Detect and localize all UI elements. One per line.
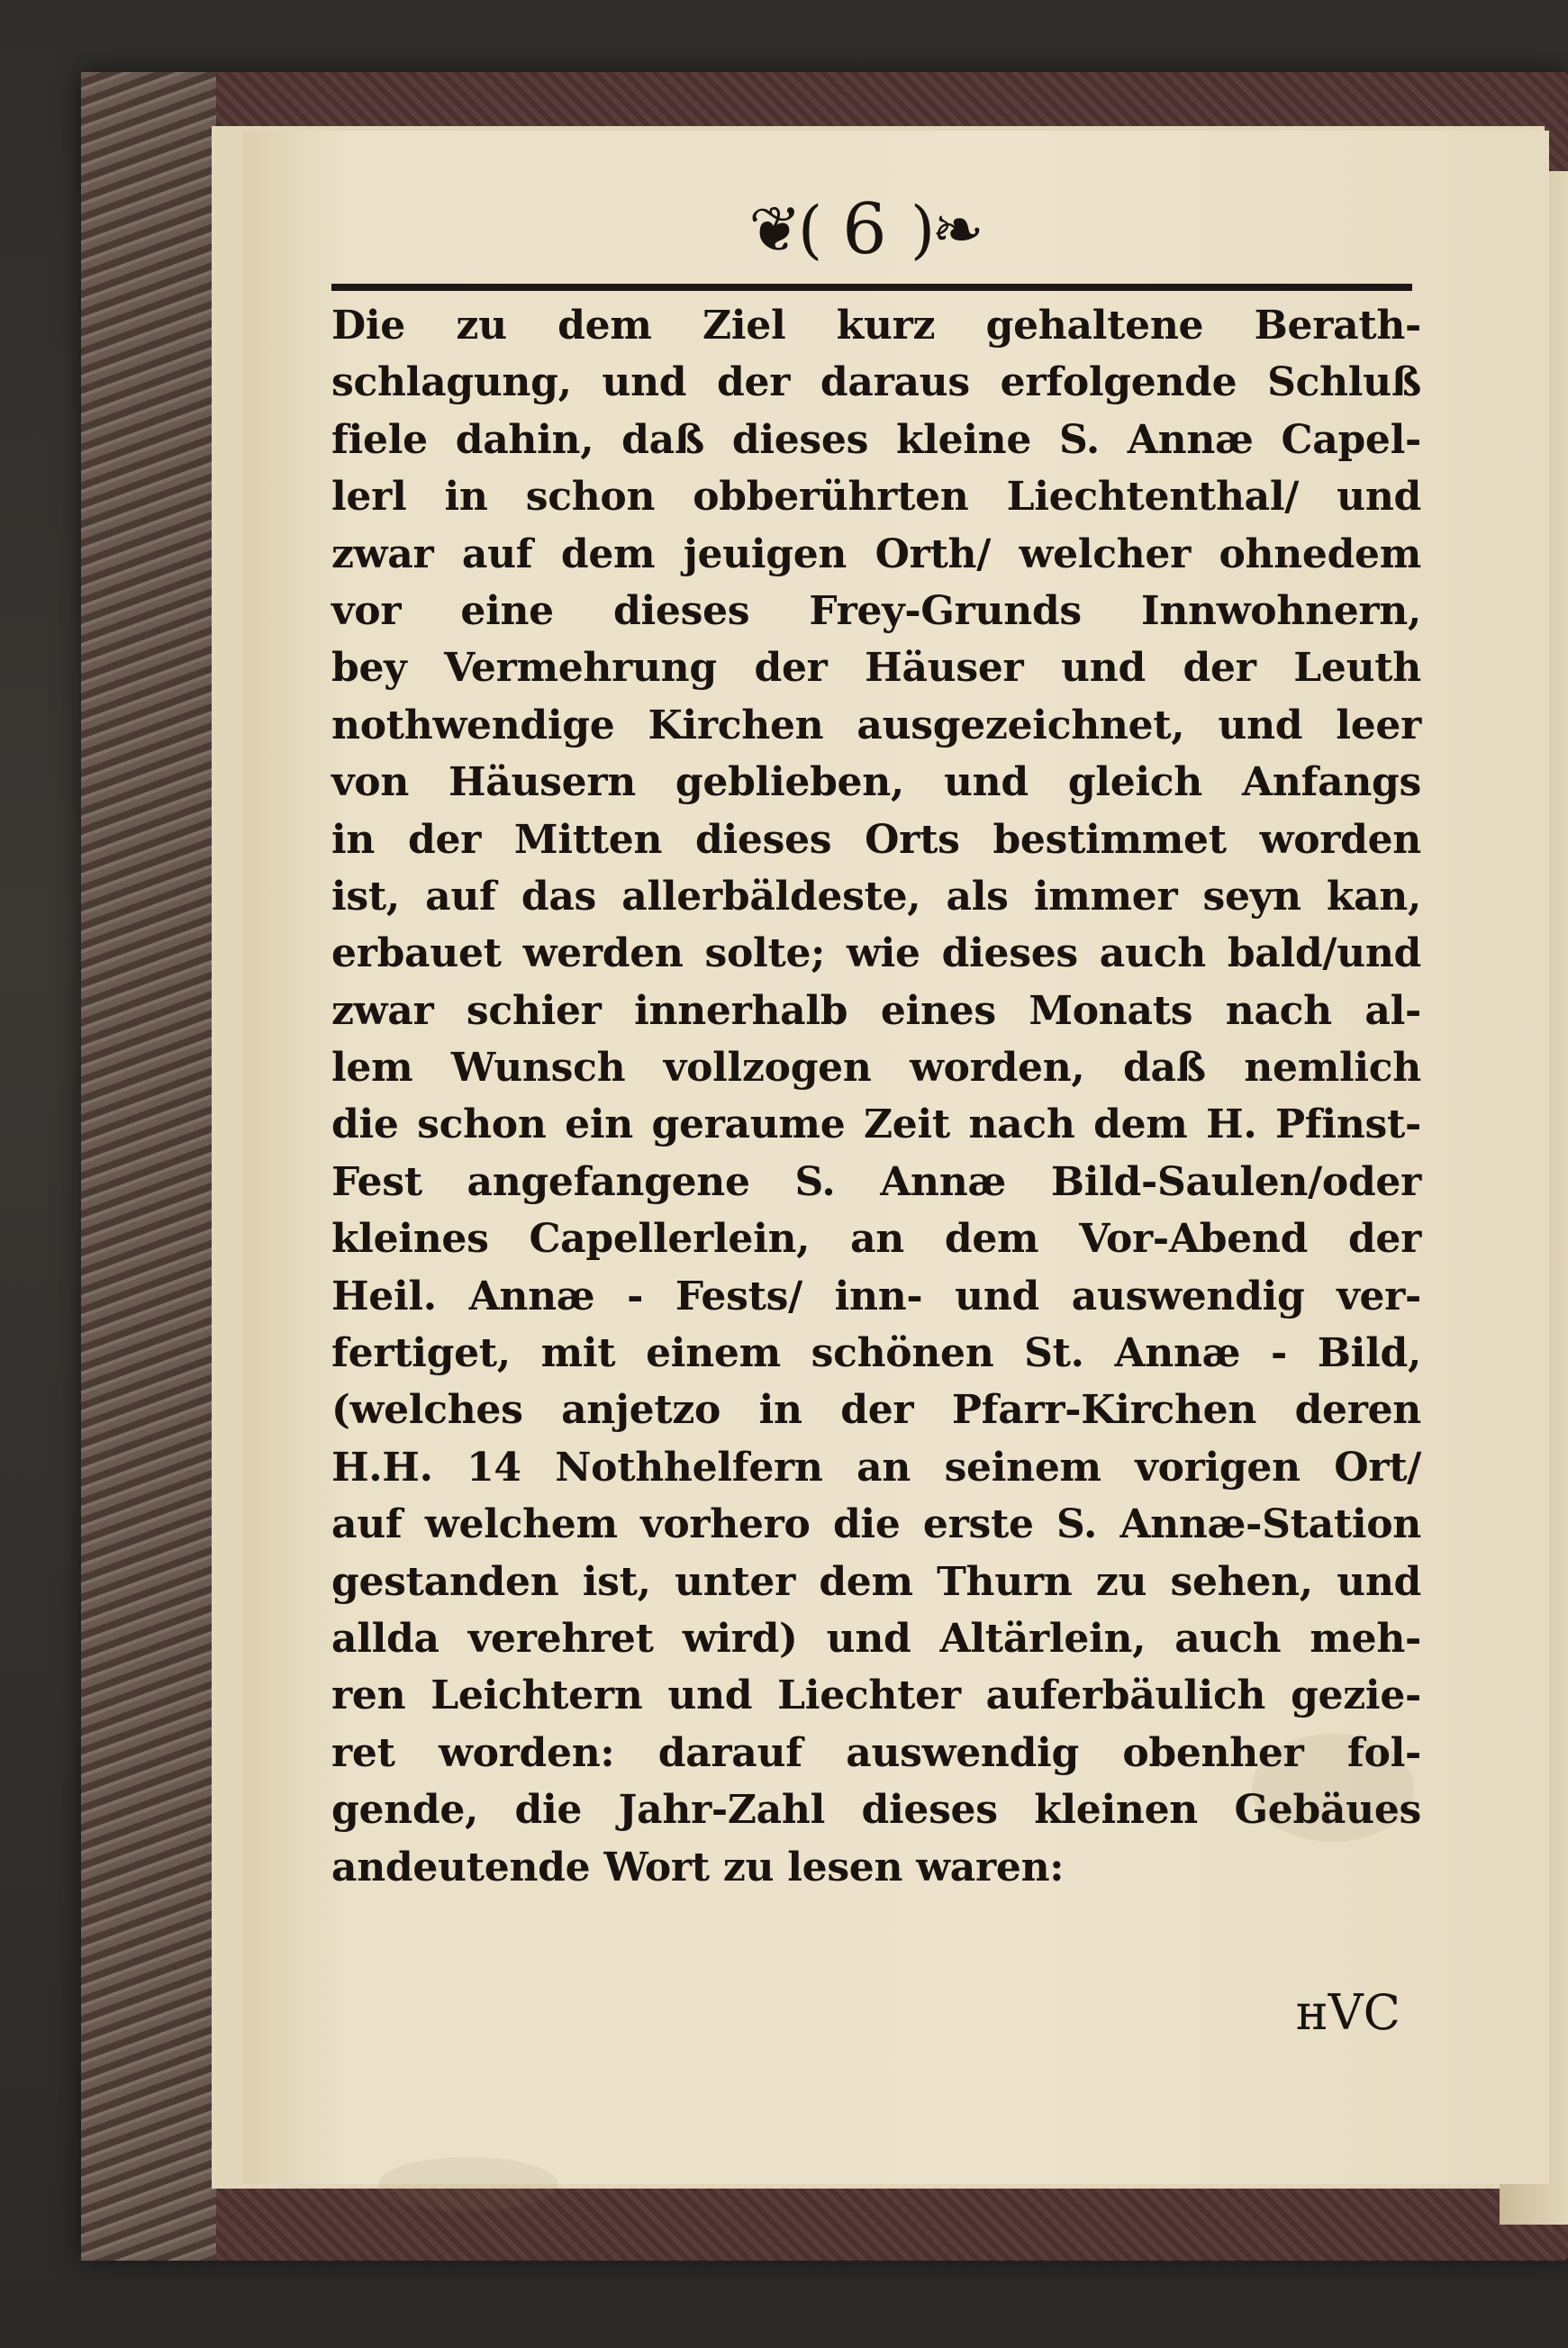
text-line: allda verehret wird) und Altärlein, auch meh- <box>331 1615 1421 1662</box>
text-line: vor eine dieses Frey-Grunds Innwohnern, <box>331 587 1421 634</box>
paper-stain <box>378 2157 558 2211</box>
text-line: fiele dahin, daß dieses kleine S. Annæ Capel- <box>331 416 1421 463</box>
text-line: gestanden ist, unter dem Thurn zu sehen, und <box>331 1558 1421 1605</box>
header-rule <box>331 284 1412 291</box>
text-line: erbauet werden solte; wie dieses auch bald/und <box>331 930 1421 977</box>
text-line: von Häusern geblieben, und gleich Anfangs <box>331 759 1421 806</box>
text-line: andeutende Wort zu lesen waren: <box>331 1844 1065 1890</box>
text-line: (welches anjetzo in der Pfarr-Kirchen deren <box>331 1387 1421 1434</box>
text-line: lem Wunsch vollzogen worden, daß nemlich <box>331 1045 1421 1092</box>
text-line: kleines Capellerlein, an dem Vor-Abend der <box>331 1216 1421 1263</box>
text-line: Fest angefangene S. Annæ Bild-Saulen/oder <box>331 1158 1421 1205</box>
text-line: die schon ein geraume Zeit nach dem H. Pfinst- <box>331 1101 1421 1148</box>
text-line: zwar schier innerhalb eines Monats nach al- <box>331 987 1421 1034</box>
text-line: in der Mitten dieses Orts bestimmet worden <box>331 816 1421 863</box>
text-line: Heil. Annæ - Fests/ inn- und auswendig ver- <box>331 1273 1421 1319</box>
text-line: ren Leichtern und Liechter auferbäulich gezie- <box>331 1673 1421 1719</box>
text-line: fertiget, mit einem schönen St. Annæ - Bild, <box>331 1330 1421 1377</box>
text-line: lerl in schon obberührten Liechtenthal/ und <box>331 474 1421 521</box>
text-line: zwar auf dem jeuigen Orth/ welcher ohnedem <box>331 530 1421 577</box>
header-ornament-right: )❧ <box>910 193 981 267</box>
page-header <box>648 180 1081 279</box>
text-line: ist, auf das allerbäldeste, als immer seyn kan, <box>331 873 1421 920</box>
text-line: bey Vermehrung der Häuser und der Leuth <box>331 645 1421 692</box>
text-line: nothwendige Kirchen ausgezeichnet, und leer <box>331 702 1421 748</box>
text-line: H.H. 14 Nothhelfern an seinem vorigen Ort/ <box>331 1444 1421 1491</box>
text-line: schlagung, und der daraus erfolgende Schluß <box>331 359 1421 406</box>
text-line: ret worden: darauf auswendig obenher fol- <box>331 1729 1421 1776</box>
header-ornament-left: ❦( <box>748 193 820 267</box>
body-text <box>331 297 1421 1896</box>
text-line: Die zu dem Ziel kurz gehaltene Berath- <box>331 303 1421 349</box>
catchword: ʜVC <box>1295 1984 1400 2041</box>
page-number: 6 <box>842 189 887 270</box>
book-cover-edge <box>81 72 216 2261</box>
text-line: auf welchem vorhero die erste S. Annæ-Station <box>331 1501 1421 1548</box>
text-line: gende, die Jahr-Zahl dieses kleinen Gebäues <box>331 1787 1421 1834</box>
